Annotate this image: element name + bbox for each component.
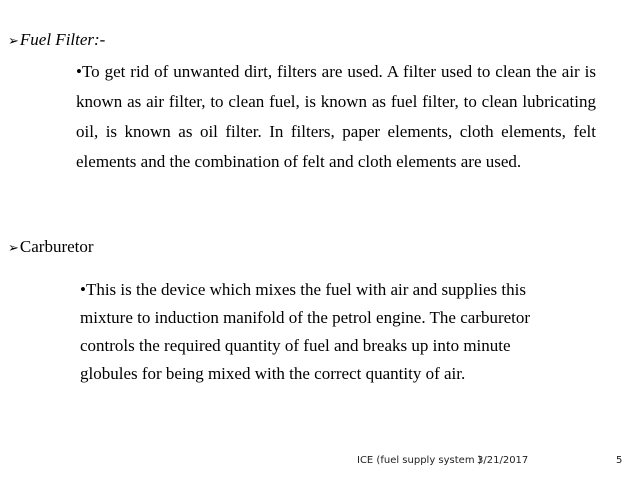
carburetor-line: •This is the device which mixes the fuel with air and supplies this: [80, 280, 526, 299]
arrow-bullet-icon: ➢: [8, 241, 19, 256]
fuel-filter-heading: [8, 30, 105, 52]
arrow-bullet-icon: ➢: [8, 34, 19, 49]
carburetor-line: globules for being mixed with the correct quantity of air.: [80, 364, 466, 383]
page-number: 5: [616, 455, 623, 466]
carburetor-line: mixture to induction manifold of the petrol engine. The carburetor: [80, 308, 531, 327]
carburetor-line: controls the required quantity of fuel and breaks up into minute: [80, 336, 511, 355]
carburetor-heading: [8, 237, 94, 259]
footer-date: 3/21/2017: [477, 455, 529, 466]
carburetor-paragraph: [80, 276, 550, 388]
footer-title: ICE (fuel supply system ): [357, 455, 482, 466]
fuel-filter-paragraph: •To get rid of unwanted dirt, filters are used. A filter used to clean the air is known as air filter, to clean fuel, is known as fuel filter, to clean lubricating oil, is known as oil filter. In filters, paper elements, cloth elements, felt elements and the combination of felt and cloth elements are used.: [76, 62, 596, 171]
fuel-filter-heading-text: Fuel Filter:-: [19, 30, 106, 49]
carburetor-heading-text: Carburetor: [19, 237, 94, 256]
